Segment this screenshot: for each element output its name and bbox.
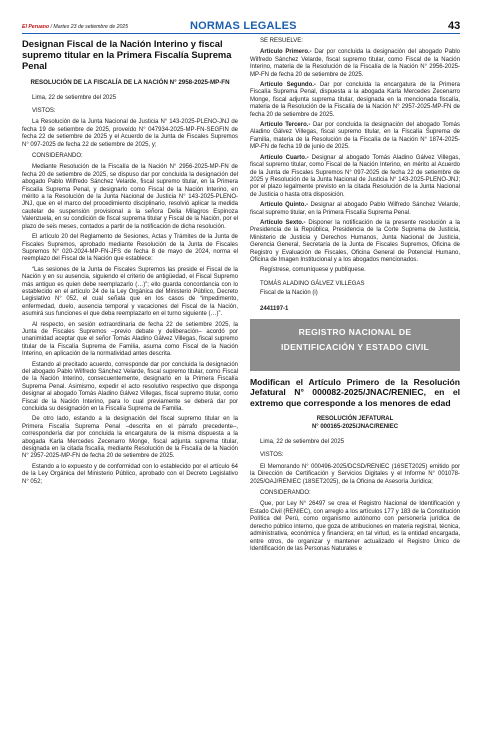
left-column	[22, 38, 238, 489]
article-text: Dar por concluida la designación del abogado Tomás Aladino Gálvez Villegas, fiscal supremo titular, en la Fiscalía Suprema de Familia, materia de la Resolución de la Fiscalía de la Nación N° 1874-2025-MP-FN de fecha 19 de junio de 2025.	[250, 122, 460, 151]
considerando-heading: CONSIDERANDO:	[32, 153, 83, 160]
article-label: Artículo Tercero.-	[260, 122, 311, 129]
article-label: Artículo Quinto.-	[260, 202, 309, 209]
body-paragraph-6: De otro lado, estando a la designación del fiscal supremo titular en la Primera Fiscalía Suprema Penal –descrita en el párrafo precedente–, correspondería dar por concluida la encargatura de la misma dispuesta a la abogada Karla Mercedes Zecenarro Monge, fiscal adjunta suprema titular, designada en la citada fiscalía, mediante Resolución de la Fiscalía de la Nación N° 2957-2025-MP-FN de fecha 20 de setiembre de 2025.	[22, 416, 238, 460]
signer-name: TOMÁS ALADINO GÁLVEZ VILLEGAS	[260, 280, 365, 287]
header-divider	[22, 33, 460, 34]
body-paragraph-5: Estando al precitado acuerdo, corresponde dar por concluida la designación del abogado Pablo Wilfredo Sánchez Velarde, fiscal supremo titular, como Fiscal de la Nación Interino, consecuentemente, designarlo en la Primera Fiscalía Suprema Penal. Asimismo, expedir el acto resolutivo respectivo que disponga designar al abogado Tomás Aladino Gálvez Villegas, fiscal supremo titular, como Fiscal de la Nación Interino, para lo cual previamente se deberá dar por concluida su designación en la Fiscalía Suprema de Familia.	[22, 361, 238, 413]
vistos-paragraph-2: El Memorando N° 000496-2025/DCSD/RENIEC (16SET2025) emitido por la Dirección de Certificación y Servicios Digitales y el Informe N° 001078-2025/OAJ/RENIEC (18SET2025), de la Oficina de Asesoría Jurídica;	[250, 463, 460, 485]
registry-banner	[250, 319, 460, 371]
article-label: Artículo Cuarto.-	[260, 154, 309, 161]
page-number: 43	[448, 20, 461, 32]
resolution-heading-2-line-1: RESOLUCIÓN JEFATURAL	[316, 416, 394, 423]
banner-line-1: REGISTRO NACIONAL DE	[298, 327, 412, 337]
article-label: Artículo Sexto.-	[260, 219, 306, 226]
article-text: Dar por concluida la designación del abogado Pablo Wilfredo Sánchez Velarde, fiscal supremo titular, como Fiscal de la Nación Interino, materia de la Resolución de la Fiscalía de la Nación N° 2956-2025-MP-FN de fecha 20 de setiembre de 2025.	[250, 49, 460, 78]
body-paragraph-4: Al respecto, en sesión extraordinaria de fecha 22 de setiembre 2025, la Junta de Fiscales Supremos –previo debate y deliberación– acordó por unanimidad aceptar que el señor Tomás Aladino Gálvez Villegas, fiscal supremo titular de la Fiscalía Suprema de Familia, asuma como Fiscal de la Nación Interino, en aplicación de la normatividad antes descrita.	[22, 321, 238, 358]
vistos-heading-2: VISTOS:	[260, 452, 284, 459]
article-6	[250, 220, 460, 264]
se-resuelve-heading: SE RESUELVE:	[260, 38, 303, 44]
resolution-heading: RESOLUCIÓN DE LA FISCALÍA DE LA NACIÓN N° 2958-2025-MP-FN	[30, 79, 230, 86]
resolution-heading-2	[250, 416, 460, 431]
considerando-heading-2: CONSIDERANDO:	[260, 490, 311, 497]
article-text: Designar al abogado Pablo Wilfredo Sánchez Velarde, fiscal supremo titular, en la Primera Fiscalía Suprema Penal.	[250, 202, 460, 216]
resolution-date: Lima, 22 de setiembre del 2025	[32, 94, 117, 101]
reference-code: 2441197-1	[260, 305, 289, 312]
article-5	[250, 202, 460, 217]
right-column	[250, 38, 460, 556]
signer-role: Fiscal de la Nación (i)	[260, 290, 318, 297]
vistos-paragraph: La Resolución de la Junta Nacional de Justicia N° 143-2025-PLENO-JNJ de fecha 19 de setiembre de 2025, proveído N° 047934-2025-MP-FN-SEGFIN de fecha 22 de setiembre de 2025 y el Acuerdo de la Junta de Fiscales Supremos N° 097-2025 de fecha 22 de setiembre de 2025, y;	[22, 119, 238, 148]
header-masthead	[22, 24, 128, 30]
article-1	[250, 49, 460, 79]
vistos-heading: VISTOS:	[32, 108, 56, 114]
body-paragraph-7: Estando a lo expuesto y de conformidad con lo establecido por el artículo 64 de la Ley Orgánica del Ministerio Público, aprobado con el Decreto Legislativo N° 052;	[22, 463, 238, 485]
resolution-heading-2-line-2: N° 000165-2025/JNAC/RENIEC	[311, 423, 399, 430]
article-4	[250, 155, 460, 199]
article-text: Disponer la notificación de la presente resolución a la Presidencia de la República, Presidencia de la Corte Suprema de Justicia, Ministerio de Justicia y Derechos Humanos, Junta Nacional de Justicia, Gerencia General, Secretaría de la Junta de Fiscales Supremos, Oficina de Registro y Evaluación de Fiscales, Oficina General de Potencial Humano, Oficina de Imagen Institucional y a los abogados mencionados.	[250, 219, 460, 263]
article-3	[250, 122, 460, 152]
article-2	[250, 82, 460, 119]
article-text: Designar al abogado Tomás Aladino Gálvez Villegas, fiscal supremo titular, como Fiscal de la Nación Interino, en mérito al Acuerdo de la Junta de Fiscales Supremos N° 097-2025 de fecha 22 de setiembre de 2025 y Resolución de la Junta Nacional de Justicia N° 143-2025-PLENO-JNJ; por el plazo legalmente previsto en la citada Resolución de la Junta Nacional de Justicia o hasta otra disposición.	[250, 154, 460, 198]
article-label: Artículo Primero.-	[260, 49, 312, 56]
considerando-paragraph-2: Que, por Ley N° 26497 se crea el Registro Nacional de Identificación y Estado Civil (RENIEC), con arreglo a los artículos 177 y 183 de la Constitución Política del Perú, como organismo autónomo con personería jurídica de derecho público interno, que goza de atribuciones en materia registral, técnica, administrativa, económica y financiera; en tal virtud, es la entidad encargada, entre otros, de organizar y mantener actualizado el Registro Único de Identificación de las Personas Naturales e	[250, 501, 460, 552]
article-text: Dar por concluida la encargatura de la Primera Fiscalía Suprema Penal, dispuesta a la abogada Karla Mercedes Zecenarro Monge, fiscal adjunta suprema titular, designada en la mencionada fiscalía, materia de la Resolución de la Fiscalía de la Nación N° 2957-2025-MP-FN de fecha 20 de setiembre de 2025.	[250, 82, 460, 118]
resolution-date-2: Lima, 22 de setiembre del 2025	[260, 439, 345, 446]
section-title: NORMAS LEGALES	[190, 20, 297, 32]
article-title: Designan Fiscal de la Nación Interino y fiscal supremo titular en la Primera Fiscalía Suprema Penal	[22, 38, 232, 71]
brand-name: El Peruano	[22, 24, 50, 30]
body-quote: “Las sesiones de la Junta de Fiscales Supremos las preside el Fiscal de la Nación y en su ausencia, siguiendo el criterio de antigüedad, el Fiscal Supremo más antiguo es quien debe reemplazarlo (…)”; ello guarda concordancia con lo establecido en el artículo 24 de la Ley Orgánica del Ministerio Público, Decreto Legislativo N° 052, el cual señala que en los casos de “impedimento, enfermedad, duelo, ausencia temporal y vacaciones del Fiscal de la Nación, asumirá sus funciones el que deba reemplazarlo en el turno siguiente (…)”.	[22, 266, 238, 318]
article-title-2: Modifican el Artículo Primero de la Resolución Jefatural N° 000082-2025/JNAC/RENIEC, en el extremo que corresponde a los menores de edad	[250, 377, 460, 408]
banner-line-2: IDENTIFICACIÓN Y ESTADO CIVIL	[280, 342, 430, 352]
article-label: Artículo Segundo.-	[260, 82, 316, 89]
body-paragraph-2: El artículo 20 del Reglamento de Sesiones, Actas y Trámites de la Junta de Fiscales Supremos, aprobado mediante Resolución de la Junta de Fiscales Supremos N° 020-2024-MP-FN-JFS de fecha 8 de mayo de 2024, norma el reemplazo del Fiscal de la Nación que establece:	[22, 234, 238, 263]
page-header	[0, 0, 483, 34]
header-date: / Martes 23 de setiembre de 2025	[49, 24, 129, 30]
closing-line: Regístrese, comuníquese y publíquese.	[260, 267, 366, 274]
body-paragraph-1: Mediante Resolución de la Fiscalía de la Nación N° 2956-2025-MP-FN de fecha 20 de setiembre de 2025, se dispuso dar por concluida la designación del abogado Pablo Wilfredo Sánchez Velarde, fiscal supremo titular, en la Primera Fiscalía Suprema Penal, y designarlo como Fiscal de la Nación Interino, en mérito a la Resolución de la Junta Nacional de Justicia N° 143-2025-PLENO-JNJ, que en el marco del procedimiento disciplinario, resolvió aplicar la medida cautelar de suspensión provisional a la señora Delia Milagros Espinoza Valenzuela, en su condición de fiscal suprema titular y Fiscal de la Nación, por el plazo de seis meses, contados a partir de la notificación de dicha resolución.	[22, 164, 238, 230]
